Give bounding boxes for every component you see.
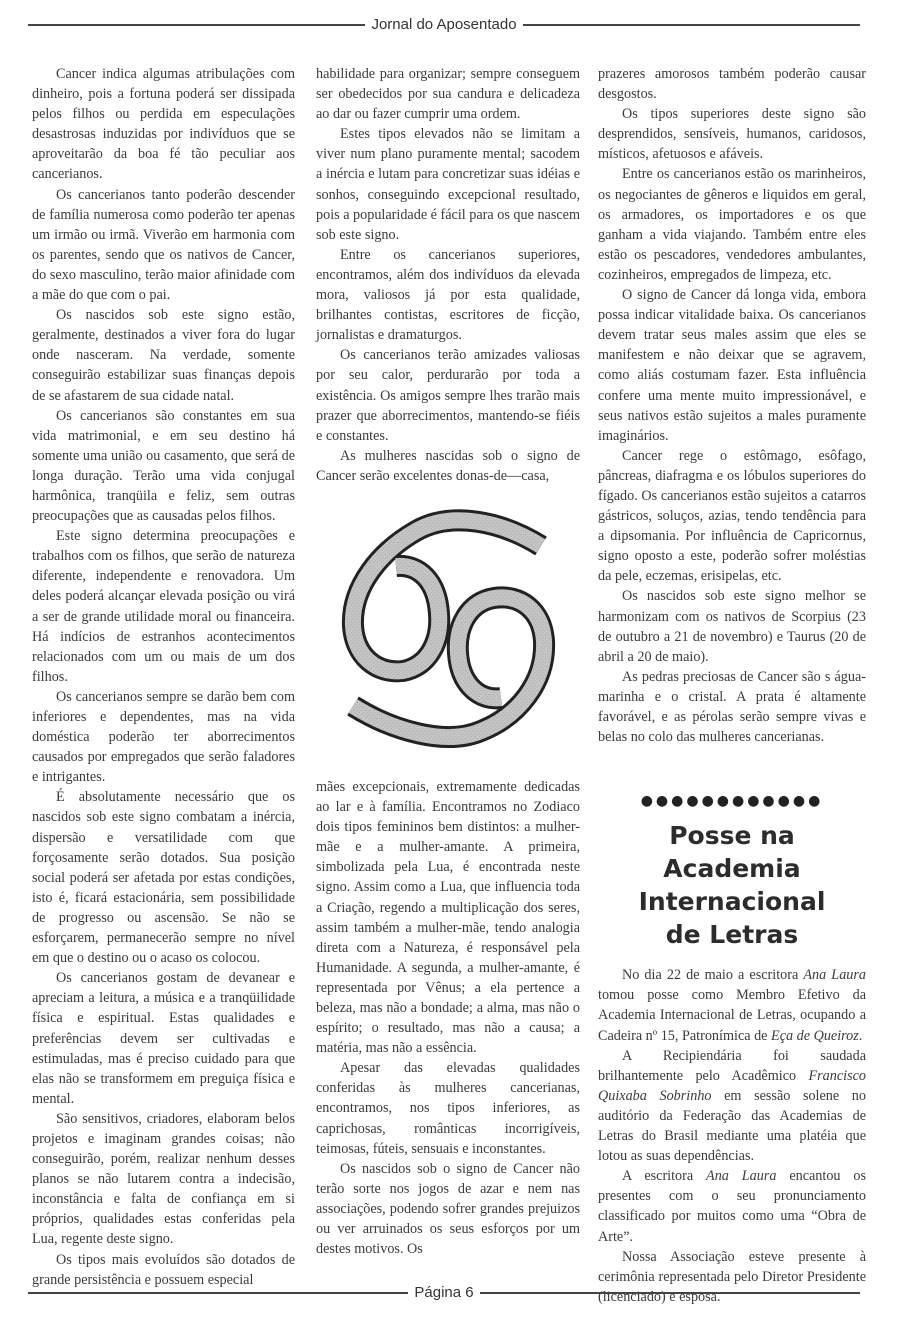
patron-name: Eça de Queiroz — [771, 1027, 859, 1044]
header-rule-right — [523, 24, 860, 26]
paragraph: prazeres amorosos também poderão causar desgostos. — [598, 66, 866, 103]
headline-line: Posse na Academia — [663, 821, 801, 884]
person-name: Ana Laura — [803, 967, 866, 984]
person-name: Ana Laura — [706, 1168, 777, 1185]
paragraph: Os cancerianos são constantes em sua vida matrimonial, e em seu destino há somente uma união ou casamento, que será de longa duração. Terão uma vida conjugal harmônica, tranqüila e feliz, sem outras preocupações que as causadas pelos filhos. — [32, 407, 295, 525]
paragraph: Os nascidos sob este signo melhor se harmonizam com os nativos de Scorpius (23 de outubro a 21 de novembro) e Taurus (20 de abril a 20 de maio). — [598, 588, 866, 665]
column-3 — [598, 64, 866, 1307]
paragraph — [598, 1166, 866, 1246]
cancer-zodiac-icon — [316, 496, 580, 771]
publication-title: Jornal do Aposentado — [371, 16, 517, 33]
page-number: Página 6 — [414, 1284, 474, 1301]
text: encantou os presentes com o seu pronunciamento classificado por muitos como uma “Obra de Arte”. — [598, 1168, 867, 1245]
paragraph: mães excepcionais, extremamente dedicadas ao lar e à família. Encontramos no Zodiaco dois tipos femininos bem distintos: a mulher-mãe e a mulher-amante. A primeira, simbolizada pela Lua, é encontrada neste signo. Assim como a Lua, que influencia toda a Criação, regendo a multiplicação dos seres, assim também a mulher-mãe, tendo analogia direta com a Natureza, é responsável pela Humanidade. A segunda, a mulher-amante, é representada por Vênus; a ela pertence a beleza, mas não a bondade; a alma, mas não o espírito; o resultado, mas não a causa; a matéria, mas não a essência. — [316, 778, 580, 1057]
paragraph: Os tipos superiores deste signo são desprendidos, sensíveis, humanos, caridosos, místicos, afetuosos e afáveis. — [598, 106, 866, 163]
paragraph: Os tipos mais evoluídos são dotados de grande persistência e possuem especial — [32, 1251, 295, 1288]
page-header — [28, 16, 860, 33]
paragraph: São sensitivos, criadores, elaboram belos projetos e imaginam grandes coisas; não conseguirão, porém, realizar nenhum desses planos se não lutarem contra a indecisão, inconstância e falta de confiança em si próprios, qualidades estas conferidas pela Lua, regente deste signo. — [32, 1110, 295, 1248]
article-headline — [598, 819, 866, 951]
text: em sessão solene no auditório da Federação das Academias de Letras do Brasil mediante uma platéia que lotou as suas dependências. — [598, 1087, 866, 1165]
paragraph: Os cancerianos gostam de devanear e apreciam a leitura, a música e a tranqüilidade física e espiritual. Estas qualidades e preferências devem ser cultivadas e estimuladas, mas é preciso cuidado para que elas não se transformem em preguiça física e mental. — [32, 970, 295, 1107]
column-2 — [316, 64, 580, 1259]
text: . — [858, 1027, 863, 1044]
headline-line: de Letras — [665, 920, 799, 950]
text: A Recipiendária foi saudada brilhantemente pelo Acadêmico — [598, 1047, 866, 1084]
column-1 — [32, 64, 295, 1290]
paragraph: É absolutamente necessário que os nascidos sob este signo combatam a inércia, dispersão e versatilidade com que forçosamente serão dotados. Sua posição social poderá ser afetada por estas condições, isto é, ficará estacionária, sem possibilidade de progresso ou ascensão. Se não se esforçarem, permanecerão sempre no nível em que o destino ou o acaso os colocou. — [32, 789, 295, 967]
paragraph: Cancer indica algumas atribulações com dinheiro, pois a fortuna poderá ser dissipada pelos filhos ou perdida em especulações desastrosas induzidas por indivíduos que se aproveitarão da boa fé tão peculiar aos cancerianos. — [32, 66, 295, 183]
footer-rule-right — [480, 1292, 860, 1294]
person-name: Francisco Quixaba Sobrinho — [598, 1067, 866, 1104]
paragraph: Os cancerianos terão amizades valiosas por seu calor, perdurarão por toda a existência. Os amigos sempre lhes trarão mais prazer que aborrecimentos, mantendo-se fiéis e constantes. — [316, 347, 580, 444]
paragraph: Os cancerianos tanto poderão descender de família numerosa como poderão ter apenas um irmão ou irmã. Viverão em harmonia com os parentes, sendo que os nativos de Cancer, do sexo masculino, terão maior afinidade com a mãe do que com o pai. — [32, 186, 295, 304]
paragraph: As pedras preciosas de Cancer são s água-marinha e o cristal. A prata é altamente favorável, e as pérolas serão sempre vivas e belas no colo das mulheres cancerianas. — [598, 668, 866, 746]
text: No dia 22 de maio a escritora — [622, 967, 804, 984]
paragraph — [598, 1046, 866, 1167]
text: tomou posse como Membro Efetivo da Academia Internacional de Letras, ocupando a Cadeira nº 15, Patronímica de — [598, 987, 866, 1044]
paragraph: habilidade para organizar; sempre conseguem ser obedecidos por sua candura e delicadeza ao dar ou fazer cumprir uma ordem. — [316, 66, 580, 123]
paragraph: Os cancerianos sempre se darão bem com inferiores e dependentes, mas na vida doméstica poderão ter aborrecimentos causados por empregados que serão faladores e intrigantes. — [32, 688, 295, 786]
paragraph: Nossa Associação esteve presente à cerimônia representada pelo Diretor Presidente (licenciado) e esposa. — [598, 1248, 866, 1305]
paragraph: Estes tipos elevados não se limitam a viver num plano puramente mental; sacodem a inércia e lutam para concretizar suas idéias e sonhos, conseguindo excepcional resultado, pois a popularidade é fácil para os que nascem sob este signo. — [316, 126, 580, 243]
paragraph: Este signo determina preocupações e trabalhos com os filhos, que serão de natureza diferente, independente e renovadora. Um deles poderá alcançar elevada posição ou virá a ser de grande utilidade moral ou financeira. Há indícios de estranhos acontecimentos relacionados com um ou mais de um dos filhos. — [32, 528, 295, 685]
paragraph: Entre os cancerianos superiores, encontramos, além dos indivíduos da elevada mora, valiosos já por esta qualidade, brilhantes contistas, escritores de ficção, jornalistas e dramaturgos. — [316, 246, 580, 344]
paragraph: Os nascidos sob o signo de Cancer não terão sorte nos jogos de azar e nem nas associações, podendo sofrer grandes prejuizos ou ver arruinados os seus esforços por um destes motivos. Os — [316, 1160, 580, 1258]
headline-line: Internacional — [638, 887, 826, 917]
text: A escritora — [622, 1168, 707, 1185]
cancer-symbol-icon — [341, 506, 556, 761]
paragraph: As mulheres nascidas sob o signo de Cancer serão excelentes donas-de—casa, — [316, 447, 580, 484]
footer-rule-left — [28, 1292, 408, 1294]
paragraph: Entre os cancerianos estão os marinheiros, os negociantes de gêneros e liquidos em geral, os armadores, os importadores e os que ganham a vida viajando. Também entre eles estão os pescadores, vendedores ambulantes, cozinheiros, empregados de limpeza, etc. — [598, 166, 866, 283]
paragraph — [598, 965, 866, 1045]
header-rule-left — [28, 24, 365, 26]
page-footer — [28, 1284, 860, 1301]
section-separator: ●●●●●●●●●●●● — [640, 793, 824, 810]
paragraph: Cancer rege o estômago, esôfago, pâncreas, diafragma e os lóbulos superiores do fígado. Os cancerianos estão sujeitos a catarros gástricos, soluços, azias, tendo tendência para a dipsomania. Por influência de Capricornus, signo oposto a este, poderão sofrer moléstias da pele, eczemas, erisipelas, etc. — [598, 447, 866, 585]
paragraph: Os nascidos sob este signo estão, geralmente, destinados a viver fora do lugar onde nasceram. Na verdade, somente conseguirão estabilizar suas finanças depois de se afastarem de sua cidade natal. — [32, 307, 295, 404]
paragraph: Apesar das elevadas qualidades conferidas às mulheres cancerianas, encontramos, nos tipos inferiores, as caprichosas, românticas incorrigíveis, teimosas, fúteis, sensuais e inconstantes. — [316, 1060, 580, 1157]
paragraph: O signo de Cancer dá longa vida, embora possa indicar vitalidade baixa. Os cancerianos devem tratar seus males assim que eles se manifestem e não deixar que se agravem, como aliás costumam fazer. Esta influência confere uma mente muito impressionável, e seus nativos estão sujeitos a males puramente imaginários. — [598, 287, 866, 444]
